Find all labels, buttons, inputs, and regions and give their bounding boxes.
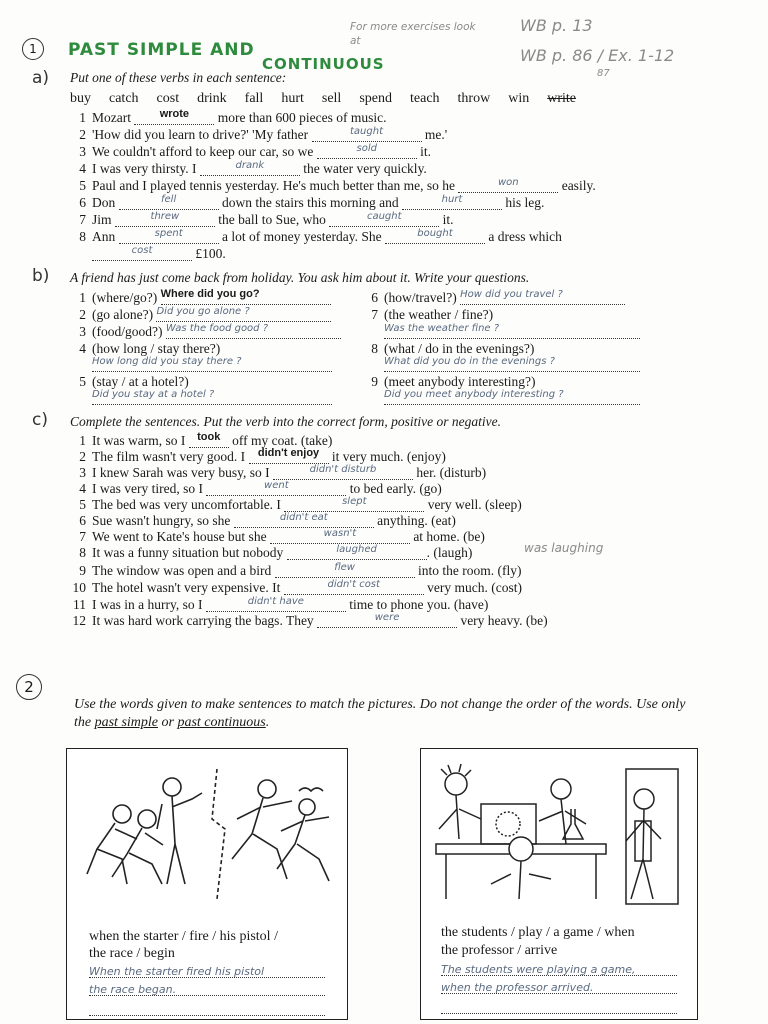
a-sentence-4 [70, 161, 427, 177]
sentence-text: her. (disturb) [416, 465, 487, 480]
answer-text: drank [235, 160, 265, 171]
answer-text: didn't eat [279, 512, 328, 523]
sentence-number: 7 [79, 212, 86, 227]
b-left-5-answer [92, 390, 332, 406]
answer-text: How long did you stay there ? [92, 356, 242, 367]
question-prompt: (how long / stay there?) [92, 341, 221, 356]
answer-blank[interactable] [402, 195, 502, 210]
sentence-number: 2 [79, 127, 86, 142]
sentence-text: to bed early. (go) [349, 481, 442, 496]
picture-race-start [66, 748, 348, 1020]
sentence-text: off my coat. (take) [232, 433, 333, 448]
part-b-instruction: A friend has just come back from holiday. You ask him about it. Write your questions. [70, 270, 530, 285]
pic1-answer-line1[interactable] [89, 963, 325, 978]
wb-reference-2-sub: 87 [597, 68, 610, 79]
verb-item: win [508, 91, 530, 106]
sentence-text: I was very thirsty. I [92, 161, 197, 176]
answer-text: spent [154, 228, 183, 239]
sentence-text: The hotel wasn't very expensive. It [92, 580, 281, 595]
verb-item: hurt [281, 91, 304, 106]
answer-blank[interactable] [460, 290, 625, 305]
answer-blank[interactable] [317, 613, 457, 628]
answer-text: cost [131, 245, 153, 256]
a-sentence-2 [70, 127, 447, 143]
question-number: 2 [79, 307, 86, 322]
sentence-text: It was a funny situation but nobody [92, 545, 284, 560]
answer-blank[interactable] [115, 212, 215, 227]
answer-text: wasn't [323, 528, 357, 539]
sentence-text: very much. (cost) [427, 580, 522, 595]
c-sentence-4 [70, 481, 442, 497]
answer-text: Did you meet anybody interesting ? [384, 389, 564, 400]
answer-text: The students were playing a game, [441, 963, 636, 976]
answer-blank[interactable] [287, 545, 427, 560]
part-a-instruction: Put one of these verbs in each sentence: [70, 70, 287, 85]
verb-item: cost [156, 91, 180, 106]
sentence-text: very well. (sleep) [427, 497, 522, 512]
section-1-number [22, 38, 44, 60]
sentence-text: anything. (eat) [377, 513, 456, 528]
answer-blank[interactable] [234, 513, 374, 528]
answer-blank[interactable] [161, 290, 331, 305]
b-right-7-answer [384, 324, 640, 340]
verb-item: buy [70, 91, 91, 106]
answer-text: were [374, 612, 400, 623]
verb-item-crossed-out: write [547, 91, 576, 106]
a-sentence-7 [70, 212, 454, 228]
answer-text: wrote [159, 108, 190, 120]
sentence-text: down the stairs this morning and [222, 195, 399, 210]
question-prompt: (food/good?) [92, 324, 163, 339]
answer-blank[interactable] [384, 357, 640, 372]
part-a-letter: a) [32, 68, 50, 88]
answer-blank[interactable] [384, 324, 640, 339]
question-prompt: (what / do in the evenings?) [384, 341, 535, 356]
answer-text: caught [366, 211, 402, 222]
sentence-text: me.' [424, 127, 448, 142]
verb-item: catch [109, 91, 139, 106]
b-right-9 [362, 374, 535, 390]
question-number: 1 [79, 290, 86, 305]
answer-blank[interactable] [273, 465, 413, 480]
sentence-number: 4 [79, 161, 86, 176]
answer-text: won [498, 177, 519, 188]
sentence-number: 4 [79, 481, 86, 496]
sentence-text: 'How did you learn to drive?' 'My father [92, 127, 309, 142]
sentence-text: at home. (be) [413, 529, 485, 544]
sentence-text: the water very quickly. [303, 161, 427, 176]
sentence-text: it. [420, 144, 431, 159]
part-b-letter: b) [32, 266, 50, 286]
section-2-number-text: 2 [24, 678, 34, 696]
a-sentence-1 [70, 110, 386, 126]
sentence-text: very heavy. (be) [460, 613, 548, 628]
answer-text: threw [150, 211, 180, 222]
answer-blank[interactable] [284, 497, 424, 512]
b-left-3 [70, 324, 341, 340]
answer-blank[interactable] [317, 144, 417, 159]
verb-list [70, 90, 594, 107]
answer-text: Did you stay at a hotel ? [92, 389, 215, 400]
b-right-8 [362, 341, 534, 357]
c-sentence-8 [70, 545, 472, 561]
answer-text: fell [161, 194, 177, 205]
race-start-illustration [67, 749, 347, 909]
sentence-text: I knew Sarah was very busy, so I [92, 465, 270, 480]
instruction-text: Use the words given to make sentences to match the pictures. Do not change the order of the words. Use only the [74, 697, 686, 730]
sentence-text: Ann [92, 229, 116, 244]
verb-item: spend [359, 91, 392, 106]
a-sentence-5 [70, 178, 596, 194]
wb-reference-1: WB p. 13 [520, 16, 593, 35]
sentence-text: into the room. (fly) [417, 563, 522, 578]
sentence-number: 3 [79, 465, 86, 480]
sentence-text: It was warm, so I [92, 433, 186, 448]
sentence-number: 8 [79, 229, 86, 244]
question-number: 6 [371, 290, 378, 305]
question-prompt: (meet anybody interesting?) [384, 374, 536, 389]
answer-text: Did you go alone ? [156, 306, 250, 317]
answer-blank[interactable] [119, 195, 219, 210]
answer-blank[interactable] [275, 563, 415, 578]
sentence-text: It was hard work carrying the bags. They [92, 613, 314, 628]
question-number: 7 [371, 307, 378, 322]
picture-students-professor [420, 748, 698, 1020]
answer-text: didn't enjoy [257, 447, 320, 459]
question-number: 9 [371, 374, 378, 389]
answer-text: slept [342, 496, 367, 507]
question-prompt: (how/travel?) [384, 290, 457, 305]
answer-blank[interactable] [189, 433, 229, 448]
b-left-2 [70, 307, 331, 323]
sentence-text: easily. [561, 178, 596, 193]
answer-text: sold [356, 143, 377, 154]
sentence-text: £100. [195, 246, 226, 261]
answer-blank[interactable] [92, 390, 332, 405]
c-sentence-7 [70, 529, 485, 545]
sentence-text: We went to Kate's house but she [92, 529, 267, 544]
wb-reference-2: WB p. 86 / Ex. 1-12 [520, 46, 675, 65]
sentence-text: Sue wasn't hungry, so she [92, 513, 231, 528]
sentence-text: . (laugh) [426, 545, 473, 560]
question-prompt: (the weather / fine?) [384, 307, 494, 322]
sentence-text: Mozart [92, 110, 131, 125]
students-professor-illustration [421, 749, 697, 909]
answer-blank[interactable] [270, 529, 410, 544]
answer-text: taught [350, 126, 383, 137]
sentence-text: Don [92, 195, 116, 210]
pic2-answer-line3[interactable] [441, 999, 677, 1014]
part-c-letter: c) [32, 410, 48, 430]
sentence-number: 10 [72, 580, 86, 595]
answer-blank[interactable] [385, 229, 485, 244]
answer-text: went [264, 480, 289, 491]
sentence-text: it. [442, 212, 454, 227]
answer-blank[interactable] [119, 229, 219, 244]
answer-text: the race began. [89, 983, 177, 996]
answer-blank[interactable] [206, 481, 346, 496]
pic2-prompt-line1: the students / play / a game / when [441, 925, 635, 940]
sentence-number: 6 [79, 195, 86, 210]
answer-blank[interactable] [458, 178, 558, 193]
pic1-prompt-line2: the race / begin [89, 946, 175, 961]
sentence-text: We couldn't afford to keep our car, so we [92, 144, 314, 159]
sentence-text: The bed was very uncomfortable. I [92, 497, 281, 512]
margin-note-was-laughing: was laughing [524, 541, 604, 555]
sentence-number: 2 [79, 449, 86, 464]
answer-blank[interactable] [92, 357, 332, 372]
answer-blank[interactable] [92, 246, 192, 261]
sentence-number: 6 [79, 513, 86, 528]
sentence-text: I was in a hurry, so I [92, 597, 203, 612]
sentence-text: The film wasn't very good. I [92, 449, 246, 464]
instruction-text: or [158, 715, 178, 730]
answer-text: hurt [441, 194, 463, 205]
answer-blank[interactable] [206, 597, 346, 612]
a-sentence-8 [70, 229, 562, 245]
verb-item: throw [457, 91, 491, 106]
question-number: 8 [371, 341, 378, 356]
answer-text: flew [334, 562, 355, 573]
sentence-number: 1 [79, 110, 86, 125]
answer-blank[interactable] [134, 110, 214, 125]
part-c-instruction: Complete the sentences. Put the verb into the correct form, positive or negative. [70, 414, 502, 429]
sentence-text: a dress which [488, 229, 562, 244]
answer-blank[interactable] [249, 449, 329, 464]
b-left-4-answer [92, 357, 332, 373]
question-number: 4 [79, 341, 86, 356]
answer-blank[interactable] [312, 127, 422, 142]
instruction-past-continuous: past continuous [177, 715, 266, 730]
more-exercises-note: For more exercises look at [350, 21, 476, 47]
answer-blank[interactable] [284, 580, 424, 595]
b-right-6 [362, 290, 625, 306]
sentence-text: more than 600 pieces of music. [217, 110, 387, 125]
question-prompt: (go alone?) [92, 307, 154, 322]
sentence-text: The window was open and a bird [92, 563, 272, 578]
b-left-4 [70, 341, 220, 357]
b-left-1 [70, 290, 331, 306]
answer-text: Where did you go? [160, 288, 260, 300]
b-right-8-answer [384, 357, 640, 373]
c-sentence-9 [70, 563, 521, 579]
sentence-text: the ball to Sue, who [218, 212, 326, 227]
c-sentence-6 [70, 513, 456, 529]
answer-text: took [197, 431, 221, 443]
verb-item: drink [197, 91, 227, 106]
verb-item: sell [321, 91, 342, 106]
sentence-number: 11 [73, 597, 86, 612]
verb-item: fall [244, 91, 264, 106]
question-prompt: (where/go?) [92, 290, 158, 305]
sentence-number: 7 [79, 529, 86, 544]
c-sentence-12 [70, 613, 548, 629]
section-2-instruction [74, 696, 694, 732]
answer-text: Was the weather fine ? [384, 323, 500, 334]
sentence-text: his leg. [505, 195, 545, 210]
pic2-answer-line2[interactable] [441, 979, 677, 994]
section-title-line2: CONTINUOUS [262, 55, 385, 73]
sentence-text: I was very tired, so I [92, 481, 203, 496]
pic1-answer-line3[interactable] [89, 1001, 325, 1016]
instruction-past-simple: past simple [94, 715, 158, 730]
b-right-9-answer [384, 390, 640, 406]
answer-text: didn't cost [327, 579, 380, 590]
answer-blank[interactable] [329, 212, 439, 227]
sentence-text: Jim [92, 212, 112, 227]
sentence-text: a lot of money yesterday. She [222, 229, 382, 244]
answer-text: How did you travel ? [460, 289, 563, 300]
b-left-5 [70, 374, 189, 390]
sentence-number: 12 [72, 613, 86, 628]
c-sentence-11 [70, 597, 488, 613]
sentence-number: 5 [79, 497, 86, 512]
question-number: 5 [79, 374, 86, 389]
c-sentence-5 [70, 497, 522, 513]
c-sentence-3 [70, 465, 486, 481]
pic1-answer-line2[interactable] [89, 981, 325, 996]
sentence-number: 5 [79, 178, 86, 193]
answer-text: What did you do in the evenings ? [384, 356, 555, 367]
c-sentence-10 [70, 580, 522, 596]
instruction-text: . [265, 715, 270, 730]
pic2-prompt-line2: the professor / arrive [441, 943, 558, 958]
question-number: 3 [79, 324, 86, 339]
a-sentence-8-cont [92, 246, 226, 262]
sentence-number: 1 [79, 433, 86, 448]
pic1-prompt-line1: when the starter / fire / his pistol / [89, 929, 278, 944]
c-sentence-2 [70, 449, 446, 465]
sentence-text: Paul and I played tennis yesterday. He's much better than me, so he [92, 178, 455, 193]
answer-text: when the professor arrived. [441, 981, 594, 994]
answer-text: didn't have [247, 596, 304, 607]
answer-text: When the starter fired his pistol [89, 965, 265, 978]
section-1-number-text: 1 [29, 42, 37, 56]
pic2-answer-line1[interactable] [441, 961, 677, 976]
answer-text: bought [417, 228, 453, 239]
verb-item: teach [410, 91, 440, 106]
a-sentence-3 [70, 144, 431, 160]
answer-blank[interactable] [384, 390, 640, 405]
answer-blank[interactable] [166, 324, 341, 339]
section-title-line1: PAST SIMPLE AND [68, 40, 255, 60]
section-2-number [16, 674, 42, 700]
sentence-number: 9 [79, 563, 86, 578]
sentence-number: 8 [79, 545, 86, 560]
answer-blank[interactable] [156, 307, 331, 322]
question-prompt: (stay / at a hotel?) [92, 374, 189, 389]
sentence-number: 3 [79, 144, 86, 159]
answer-blank[interactable] [200, 161, 300, 176]
b-right-7 [362, 307, 493, 323]
answer-text: laughed [336, 544, 377, 555]
answer-text: didn't disturb [309, 464, 377, 475]
a-sentence-6 [70, 195, 544, 211]
answer-text: Was the food good ? [165, 323, 269, 334]
sentence-text: it very much. (enjoy) [331, 449, 446, 464]
sentence-text: time to phone you. (have) [349, 597, 489, 612]
